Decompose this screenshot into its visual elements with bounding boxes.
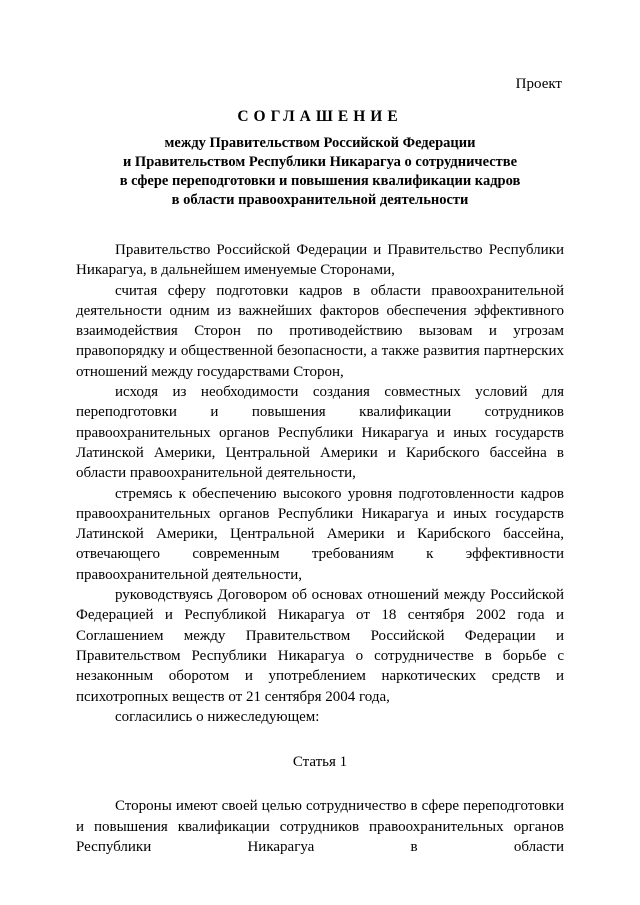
document-body <box>76 240 564 857</box>
subtitle-line: и Правительством Республики Никарагуа о сотрудничестве <box>122 154 518 170</box>
subtitle-line: в сфере переподготовки и повышения квалификации кадров <box>119 173 521 189</box>
subtitle-line: в области правоохранительной деятельности <box>171 192 469 208</box>
preamble-paragraph: согласились о нижеследующем: <box>115 708 320 725</box>
preamble-paragraph: руководствуясь Договором об основах отношений между Российской Федерацией и Республикой Никарагуа от 18 сентября 2002 года и Соглашением между Правительством Российской Федерации и Правительством Республики Никарагуа о сотрудничестве в борьбе с незаконным оборотом и употреблением наркотических средств и психотропных веществ от 21 сентября 2004 года, <box>76 587 564 705</box>
preamble-paragraph: стремясь к обеспечению высокого уровня подготовленности кадров правоохранительных органов Республики Никарагуа и иных государств Латинской Америки, Центральной Америки и Карибского бассейна, отвечающего современным требованиям к эффективности правоохранительной деятельности, <box>76 485 564 583</box>
preamble-paragraph: исходя из необходимости создания совместных условий для переподготовки и повышения квалификации сотрудников правоохранительных органов Республики Никарагуа и иных государств Латинской Америки, Центральной Америки и Карибского бассейна в области правоохранительной деятельности, <box>76 384 564 482</box>
article-paragraph: Стороны имеют своей целью сотрудничество в сфере переподготовки и повышения квалификации сотрудников правоохранительных органов Республики Никарагуа в области <box>76 798 564 856</box>
draft-label: Проект <box>515 76 562 92</box>
subtitle-line: между Правительством Российской Федерации <box>164 135 476 151</box>
preamble-paragraph: Правительство Российской Федерации и Правительство Республики Никарагуа, в дальнейшем именуемые Сторонами, <box>76 242 564 279</box>
document-title: СОГЛАШЕНИЕ <box>237 108 403 125</box>
preamble-paragraph: считая сферу подготовки кадров в области правоохранительной деятельности одним из важнейших факторов обеспечения эффективного взаимодействия Сторон по противодействию вызовам и угрозам правопорядку и общественной безопасности, а также развития партнерских отношений между государствами Сторон, <box>76 282 564 380</box>
document-subtitle <box>0 134 640 210</box>
article-heading: Статья 1 <box>292 754 348 771</box>
